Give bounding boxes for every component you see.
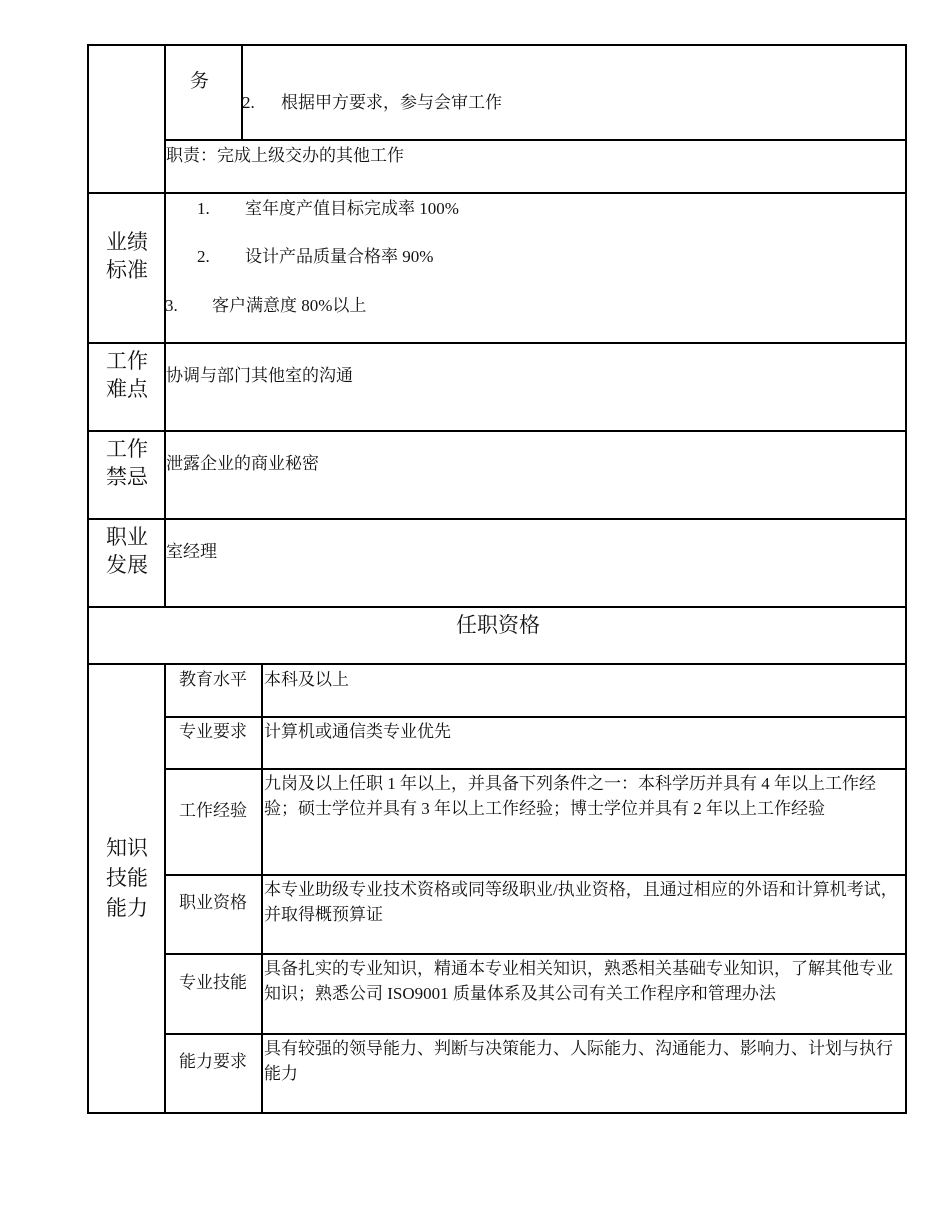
- qualification-row-value: 九岗及以上任职 1 年以上，并具备下列条件之一：本科学历并具有 4 年以上工作经验；硕士学位并具有 3 年以上工作经验；博士学位并具有 2 年以上工作经验: [264, 774, 876, 818]
- performance-item-text: 设计产品质量合格率 90%: [245, 247, 434, 266]
- duties-label-char: 务: [190, 71, 210, 92]
- qualification-row-value: 具备扎实的专业知识，精通本专业相关知识，熟悉相关基础专业知识，了解其他专业知识；熟悉公司 ISO9001 质量体系及其公司有关工作程序和管理办法: [264, 959, 893, 1003]
- duty-item-number: 2.: [242, 93, 255, 112]
- qualifications-label: 知识 技能 能力: [106, 836, 148, 920]
- table-bottom-border: [87, 1112, 907, 1114]
- qualification-row-value: 本专业助级专业技术资格或同等级职业/执业资格，且通过相应的外语和计算机考试，并取得概预算证: [264, 880, 898, 924]
- row-divider: [87, 606, 907, 608]
- row-divider: [87, 663, 907, 665]
- row-divider: [164, 716, 907, 718]
- qualification-row-value: 具有较强的领导能力、判断与决策能力、人际能力、沟通能力、影响力、计划与执行能力: [264, 1039, 893, 1083]
- qualification-row-label: 能力要求: [179, 1052, 247, 1071]
- row-divider: [164, 874, 907, 876]
- performance-item-number: 1.: [197, 199, 210, 218]
- performance-item-number: 2.: [197, 247, 210, 266]
- performance-item-text: 室年度产值目标完成率 100%: [245, 199, 459, 218]
- qualification-row-label: 专业要求: [179, 722, 247, 741]
- qualification-row-value: 计算机或通信类专业优先: [264, 722, 451, 741]
- row-divider: [164, 953, 907, 955]
- row-divider: [87, 518, 907, 520]
- qualification-row-label: 教育水平: [179, 670, 247, 689]
- responsibility-text: 职责：完成上级交办的其他工作: [166, 146, 404, 165]
- duty-item-text: 根据甲方要求，参与会审工作: [281, 93, 502, 112]
- qualifications-heading: 任职资格: [456, 613, 540, 637]
- performance-label: 业绩 标准: [106, 230, 148, 282]
- performance-item-text: 客户满意度 80%以上: [212, 296, 367, 315]
- difficulty-label: 工作 难点: [106, 349, 148, 401]
- taboo-label: 工作 禁忌: [106, 437, 148, 489]
- table-top-border: [87, 44, 907, 46]
- sublabel-column-divider: [261, 663, 263, 1113]
- taboo-text: 泄露企业的商业秘密: [166, 454, 319, 473]
- difficulty-text: 协调与部门其他室的沟通: [166, 366, 353, 385]
- qualification-row-label: 专业技能: [179, 973, 247, 992]
- row-divider: [164, 139, 907, 141]
- qualification-row-value: 本科及以上: [264, 670, 349, 689]
- qualification-row-label: 职业资格: [179, 893, 247, 912]
- row-divider: [164, 768, 907, 770]
- row-divider: [87, 430, 907, 432]
- qualification-row-label: 工作经验: [179, 801, 247, 820]
- row-divider: [164, 1033, 907, 1035]
- table-left-border: [87, 44, 89, 1114]
- career-label: 职业 发展: [106, 525, 148, 577]
- row-divider: [87, 192, 907, 194]
- career-text: 室经理: [166, 542, 217, 561]
- performance-item-number: 3.: [165, 296, 178, 315]
- row-divider: [87, 342, 907, 344]
